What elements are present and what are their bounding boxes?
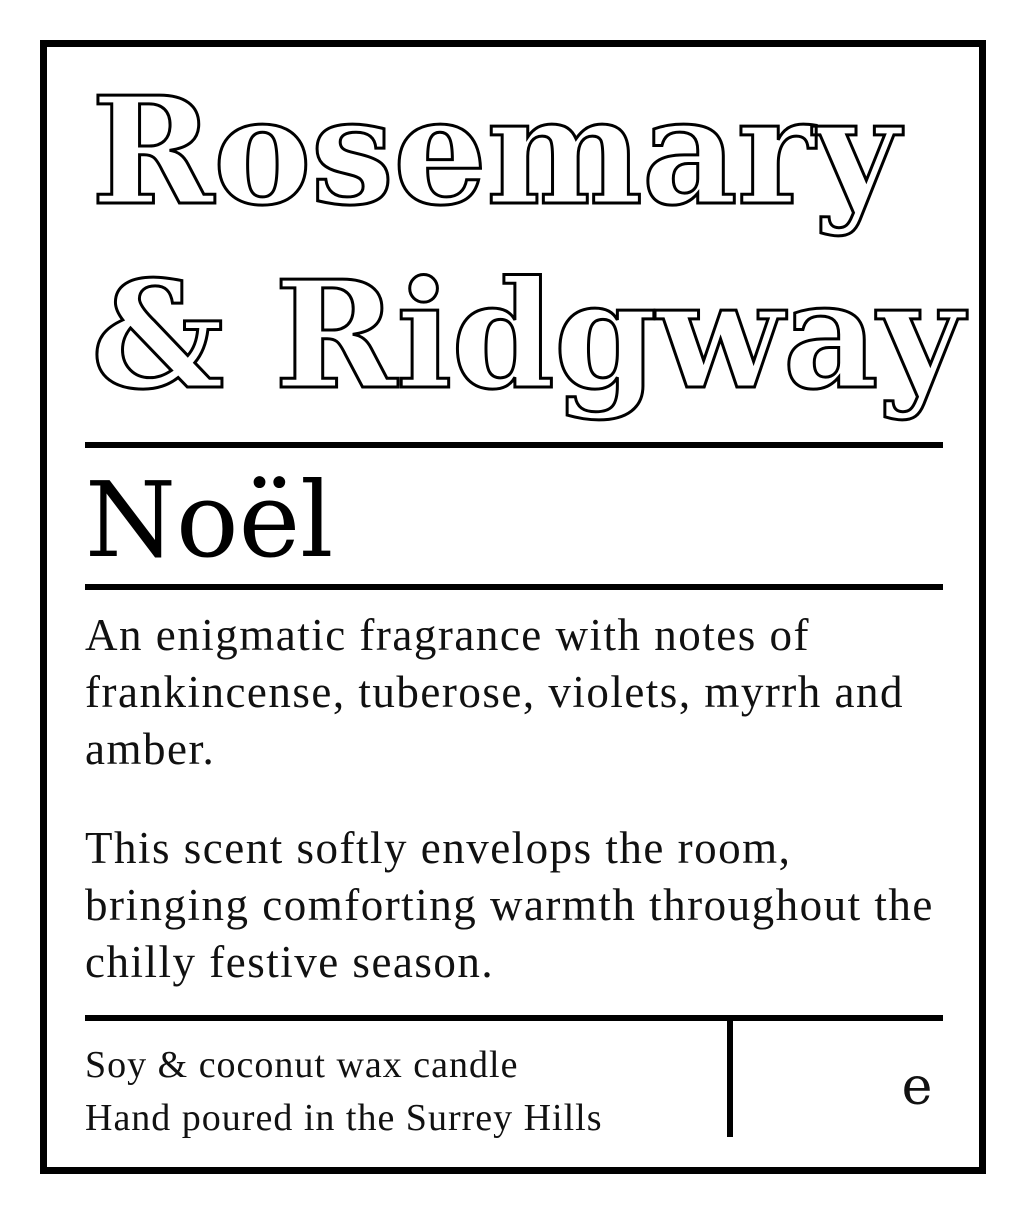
brand-name-line-1: Rosemary bbox=[91, 64, 899, 238]
divider-bottom bbox=[85, 1015, 943, 1021]
footer-line-wax: Soy & coconut wax candle bbox=[85, 1044, 519, 1086]
footer-line-origin: Hand poured in the Surrey Hills bbox=[85, 1097, 603, 1139]
footer-vertical-divider bbox=[727, 1021, 733, 1137]
brand-name-line-2: & Ridgway bbox=[91, 248, 963, 422]
divider-top bbox=[85, 442, 943, 448]
product-name: Noël bbox=[85, 459, 334, 581]
brand-mark: e bbox=[901, 1057, 933, 1117]
divider-middle bbox=[85, 584, 943, 590]
description-paragraph-1: An enigmatic fragrance with notes of frankincense, tuberose, violets, myrrh and amber. bbox=[85, 610, 905, 774]
brand-name bbox=[91, 59, 963, 427]
candle-label bbox=[40, 40, 986, 1174]
footer-details bbox=[85, 1039, 603, 1145]
description-paragraph-2: This scent softly envelops the room, bringing comforting warmth throughout the chilly festive season. bbox=[85, 823, 934, 987]
